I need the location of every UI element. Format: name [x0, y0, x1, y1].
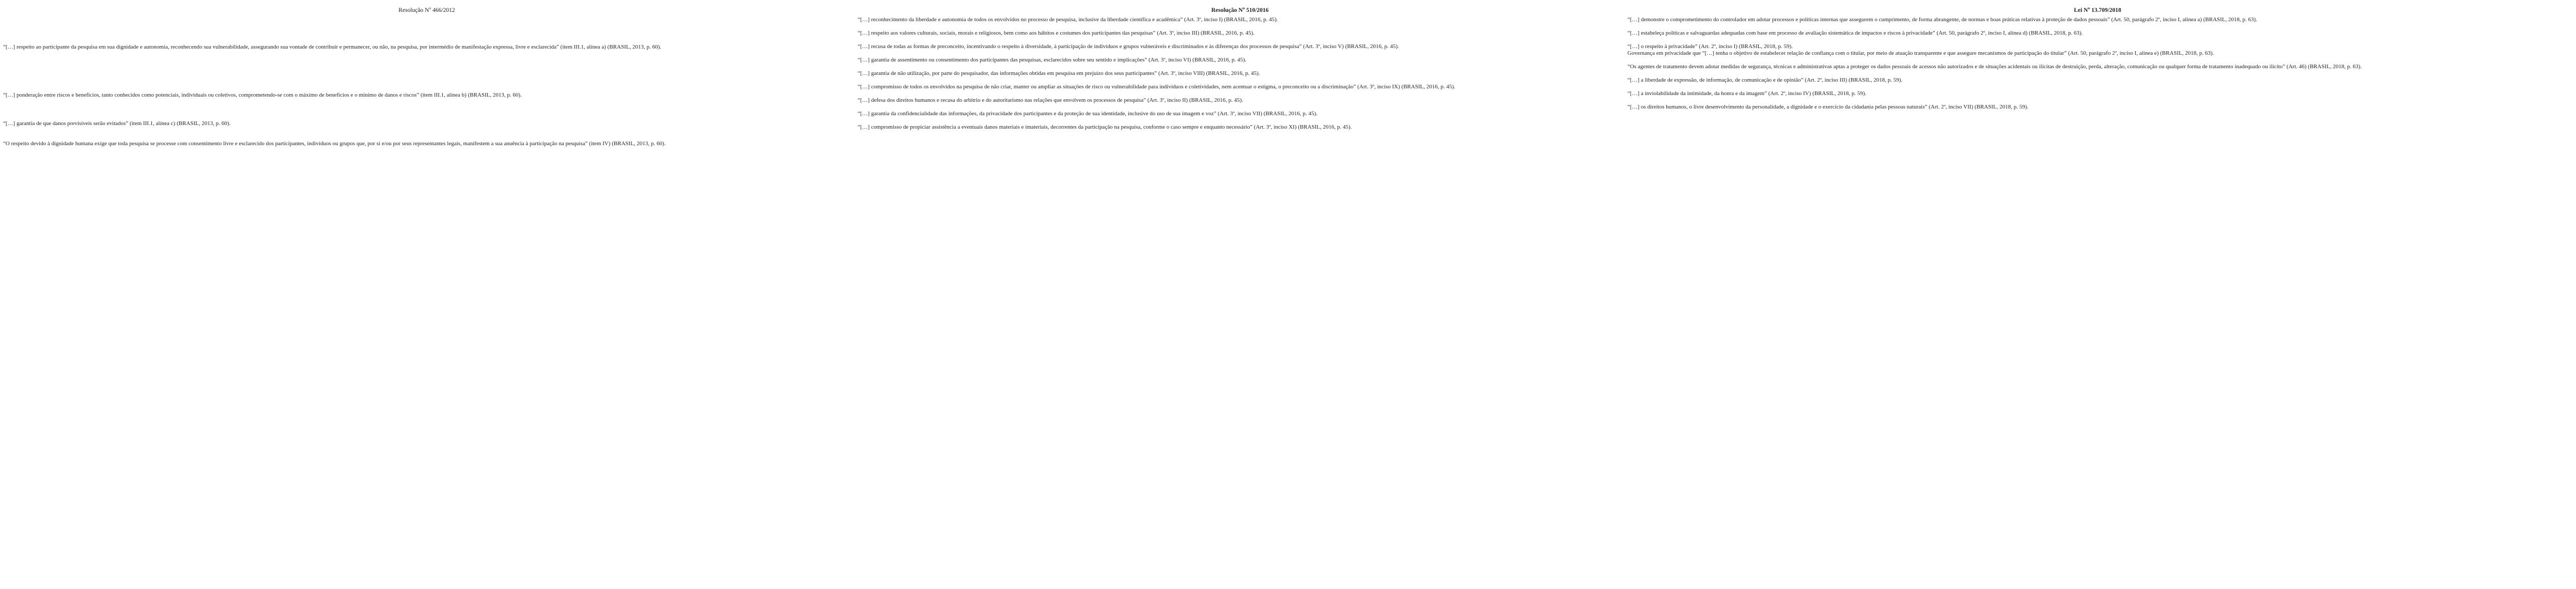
citation-paragraph: “[…] recusa de todas as formas de preconceito, incentivando o respeito à diversidade, à participação de indivíduos e grupos vulneráveis e discriminados e às diferenças dos processos de pesquisa” (Art. 3º, inciso V) (BRASIL, 2016, p. 45).: [858, 43, 1399, 50]
citation-paragraph: “[…] a liberdade de expressão, de informação, de comunicação e de opinião” (Art. 2º, inciso III) (BRASIL, 2018, p. 59).: [1627, 77, 1903, 83]
column-lei-13709: [1627, 7, 2568, 117]
citation-paragraph: “[…] reconhecimento da liberdade e autonomia de todos os envolvidos no processo de pesquisa, inclusive da liberdade científica e acadêmica” (Art. 3º, inciso I) (BRASIL, 2016, p. 45).: [858, 17, 1278, 23]
citation-paragraph: “[…] ponderação entre riscos e benefícios, tanto conhecidos como potenciais, individuais ou coletivos, comprometendo-se com o máximo de benefícios e o mínimo de danos e riscos” (item III.1, alínea b) (BRASIL, 2013, p. 60).: [3, 92, 522, 98]
heading-number: 510/2016: [1245, 7, 1269, 13]
heading-number: 466/2012: [431, 7, 455, 13]
heading-text: Resolução N: [398, 7, 429, 13]
heading-number: 13.709/2018: [2090, 7, 2121, 13]
heading-superscript: o: [1243, 6, 1245, 11]
heading-text: Resolução N: [1211, 7, 1243, 13]
citation-paragraph: “[…] garantia de não utilização, por parte do pesquisador, das informações obtidas em pesquisa em prejuízo dos seus participantes” (Art. 3º, inciso VIII) (BRASIL, 2016, p. 45).: [858, 70, 1260, 76]
column-resolucao-466: [3, 7, 850, 147]
citation-paragraph: “[…] os direitos humanos, o livre desenvolvimento da personalidade, a dignidade e o exercício da cidadania pelas pessoas naturais” (Art. 2º, inciso VII) (BRASIL, 2018, p. 59).: [1627, 104, 2029, 110]
heading-superscript: o: [429, 6, 431, 11]
citation-paragraph: “[…] respeito aos valores culturais, sociais, morais e religiosos, bem como aos hábitos e costumes dos participantes das pesquisas” (Art. 3º, inciso III) (BRASIL, 2016, p. 45).: [858, 30, 1255, 36]
column-heading: [858, 7, 1622, 16]
column-heading: [3, 7, 850, 16]
citation-paragraph: Governança em privacidade que “[…] tenha o objetivo de estabelecer relação de confiança com o titular, por meio de atuação transparente e que assegure mecanismos de participação do titular” (Art. 50, parágrafo 2º, inciso I, alínea e) (BRASIL, 2018, p. 63).: [1627, 50, 2214, 56]
citation-paragraph: “[…] garantia de assentimento ou consentimento dos participantes das pesquisas, esclarecidos sobre seu sentido e implicações” (Art. 3º, inciso VI) (BRASIL, 2016, p. 45).: [858, 57, 1247, 63]
citation-paragraph: “Os agentes de tratamento devem adotar medidas de segurança, técnicas e administrativas aptas a proteger os dados pessoais de acessos não autorizados e de situações acidentais ou ilícitas de destruição, perda, alteração, comunicação ou qualquer forma de tratamento inadequado ou ilícito” (Art. 46) (BRASIL, 2018, p. 63).: [1627, 64, 2362, 70]
citation-paragraph: “[…] defesa dos direitos humanos e recusa do arbítrio e do autoritarismo nas relações que envolvem os processos de pesquisa” (Art. 3º, inciso II) (BRASIL, 2016, p. 45).: [858, 97, 1244, 103]
citation-paragraph: “[…] estabeleça políticas e salvaguardas adequadas com base em processo de avaliação sistemática de impactos e riscos à privacidade” (Art. 50, parágrafo 2º, inciso I, alínea d) (BRASIL, 2018, p. 63).: [1627, 30, 2083, 36]
citation-paragraph: “[…] compromisso de todos os envolvidos na pesquisa de não criar, manter ou ampliar as situações de risco ou vulnerabilidade para indivíduos e coletividades, nem acentuar o estigma, o preconceito ou a discriminação” (Art. 3º, inciso IX) (BRASIL, 2016, p. 45).: [858, 84, 1455, 90]
citation-paragraph: “[…] respeito ao participante da pesquisa em sua dignidade e autonomia, reconhecendo sua vulnerabilidade, assegurando sua vontade de contribuir e permanecer, ou não, na pesquisa, por intermédio de manifestação expressa, livre e esclarecida” (item III.1, alínea a) (BRASIL, 2013, p. 60).: [3, 44, 661, 50]
citation-paragraph: “[…] compromisso de propiciar assistência a eventuais danos materiais e imateriais, decorrentes da participação na pesquisa, conforme o caso sempre e enquanto necessário” (Art. 3º, inciso XI) (BRASIL, 2016, p. 45).: [858, 124, 1352, 130]
citation-paragraph: “[…] o respeito à privacidade” (Art. 2º, inciso I) (BRASIL, 2018, p. 59).: [1627, 43, 1793, 50]
citation-paragraph: “[…] garantia da confidencialidade das informações, da privacidade dos participantes e da proteção de sua identidade, inclusive do uso de sua imagem e voz” (Art. 3º, inciso VII) (BRASIL, 2016, p. 45).: [858, 111, 1317, 117]
heading-superscript: o: [2088, 6, 2090, 11]
column-resolucao-510: [858, 7, 1622, 137]
citation-paragraph: “[…] a inviolabilidade da intimidade, da honra e da imagem” (Art. 2º, inciso IV) (BRASIL, 2018, p. 59).: [1627, 90, 1867, 97]
column-heading: [1627, 7, 2568, 16]
heading-text: Lei N: [2074, 7, 2088, 13]
citation-paragraph: “O respeito devido à dignidade humana exige que toda pesquisa se processe com consentimento livre e esclarecido dos participantes, indivíduos ou grupos que, por si e/ou por seus representantes legais, manifestem a sua anuência à participação na pesquisa” (item IV) (BRASIL, 2013, p. 60).: [3, 141, 666, 147]
citation-paragraph: “[…] demonstre o comprometimento do controlador em adotar processos e políticas internas que assegurem o cumprimento, de forma abrangente, de normas e boas práticas relativas à proteção de dados pessoais” (Art. 50, parágrafo 2º, inciso I, alínea a) (BRASIL, 2018, p. 63).: [1627, 17, 2257, 23]
citation-paragraph: “[…] garantia de que danos previsíveis serão evitados” (item III.1, alínea c) (BRASIL, 2013, p. 60).: [3, 120, 231, 127]
